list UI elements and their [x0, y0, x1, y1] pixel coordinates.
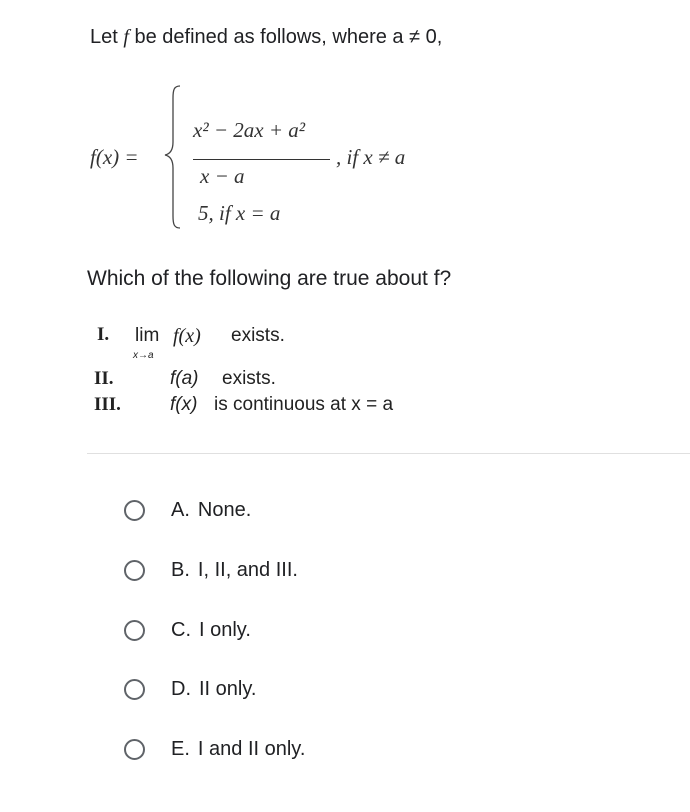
option-d[interactable] [120, 672, 480, 706]
option-text: None. [197, 498, 252, 521]
statement-1-lim: lim [135, 325, 160, 346]
statement-3-text: is continuous at x = a [214, 394, 394, 415]
fraction-bar [193, 159, 330, 160]
radio-button-icon[interactable] [124, 620, 145, 641]
option-text: I, II, and III. [197, 558, 298, 581]
option-letter: C. [171, 618, 191, 641]
statement-3-fx: f(x) [170, 394, 198, 415]
radio-button-icon[interactable] [124, 739, 145, 760]
function-condition-1: , if x ≠ a [336, 145, 406, 169]
option-letter: A. [171, 498, 190, 521]
divider [87, 453, 690, 454]
option-c[interactable] [120, 613, 480, 647]
intro-prefix: Let [90, 26, 118, 48]
question-prompt: Which of the following are true about f? [87, 267, 452, 290]
statement-1-fx: f(x) [173, 325, 201, 347]
function-numerator: x² − 2ax + a² [193, 118, 306, 142]
option-text: I and II only. [197, 737, 306, 760]
function-denominator: x − a [200, 164, 245, 188]
option-letter: B. [171, 558, 190, 581]
statement-1-lim-sub: x→a [133, 350, 154, 361]
option-letter: E. [171, 737, 190, 760]
statement-2-fx: f(a) [170, 368, 199, 389]
radio-button-icon[interactable] [124, 500, 145, 521]
option-letter: D. [171, 677, 191, 700]
radio-button-icon[interactable] [124, 560, 145, 581]
intro-f: f [123, 26, 129, 48]
function-lhs: f(x) = [90, 145, 139, 169]
option-e[interactable] [120, 732, 480, 766]
question-intro [90, 26, 442, 49]
option-a[interactable] [120, 493, 480, 527]
brace-icon [160, 82, 190, 232]
statement-3-numeral: III. [94, 394, 121, 415]
statement-1-numeral: I. [97, 324, 110, 345]
option-text: II only. [199, 677, 257, 700]
statement-2-text: exists. [222, 368, 276, 389]
statement-2-numeral: II. [94, 368, 114, 389]
radio-button-icon[interactable] [124, 679, 145, 700]
intro-suffix: be defined as follows, where a ≠ 0, [128, 26, 443, 48]
function-case-2: 5, if x = a [198, 201, 281, 225]
option-text: I only. [199, 618, 251, 641]
option-b[interactable] [120, 553, 480, 587]
statement-1-text: exists. [231, 325, 285, 346]
